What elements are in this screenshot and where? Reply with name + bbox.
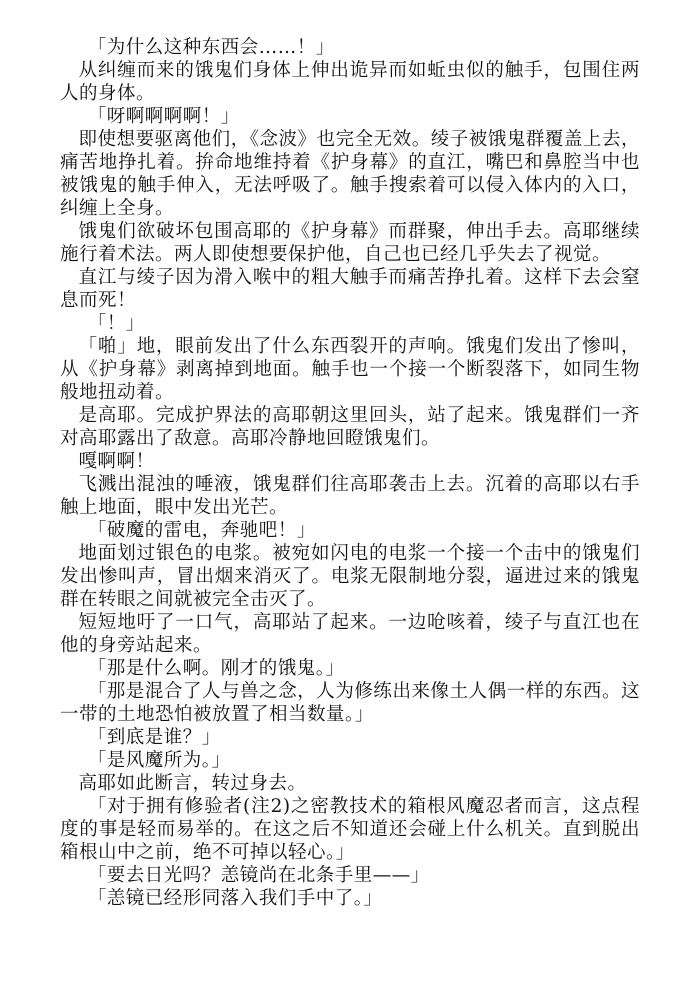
paragraph: 飞溅出混浊的唾液，饿鬼群们往高耶袭击上去。沉着的高耶以右手触上地面，眼中发出光芒。 xyxy=(60,474,640,518)
paragraph: 「要去日光吗？恙镜尚在北条手里——」 xyxy=(87,865,430,886)
paragraph: 「为什么这种东西会……！」 xyxy=(87,37,335,58)
paragraph: 短短地吁了一口气，高耶站了起来。一边呛咳着，绫子与直江也在他的身旁站起来。 xyxy=(60,612,640,656)
paragraph: 地面划过银色的电浆。被宛如闪电的电浆一个接一个击中的饿鬼们发出惨叫声，冒出烟来消灭了。电浆无限制地分裂，逼进过来的饿鬼群在转眼之间就被完全击灭了。 xyxy=(60,543,640,610)
paragraph: 「对于拥有修验者(注2)之密教技术的箱根风魔忍者而言，这点程度的事是轻而易举的。在这之后不知道还会碰上什么机关。直到脱出箱根山中之前，绝不可掉以轻心。」 xyxy=(60,796,640,863)
paragraph: 「恙镜已经形同落入我们手中了。」 xyxy=(87,888,383,909)
paragraph: 「！」 xyxy=(87,313,145,334)
paragraph: 从纠缠而来的饿鬼们身体上伸出诡异而如蚯虫似的触手，包围住两人的身体。 xyxy=(60,60,640,104)
paragraph: 即使想要驱离他们，《念波》也完全无效。绫子被饿鬼群覆盖上去，痛苦地挣扎着。拚命地维持着《护身幕》的直江，嘴巴和鼻腔当中也被饿鬼的触手伸入，无法呼吸了。触手搜索着可以侵入体内的入口，纠缠上全身。 xyxy=(60,129,640,219)
paragraph: 「是风魔所为。」 xyxy=(87,750,231,771)
paragraph: 「呀啊啊啊啊！」 xyxy=(87,106,240,127)
paragraph: 「到底是谁？」 xyxy=(87,727,221,748)
novel-page xyxy=(60,36,640,910)
paragraph: 是高耶。完成护界法的高耶朝这里回头，站了起来。饿鬼群们一齐对高耶露出了敌意。高耶冷静地回瞪饿鬼们。 xyxy=(60,405,640,449)
paragraph: 「那是混合了人与兽之念，人为修练出来像土人偶一样的东西。这一带的土地恐怕被放置了相当数量。」 xyxy=(60,681,640,725)
paragraph: 直江与绫子因为滑入喉中的粗大触手而痛苦挣扎着。这样下去会窒息而死！ xyxy=(60,267,640,311)
paragraph: 饿鬼们欲破坏包围高耶的《护身幕》而群聚，伸出手去。高耶继续施行着术法。两人即使想要保护他，自己也已经几乎失去了视觉。 xyxy=(60,221,640,265)
paragraph: 高耶如此断言，转过身去。 xyxy=(78,773,307,794)
paragraph: 「啪」地，眼前发出了什么东西裂开的声响。饿鬼们发出了惨叫，从《护身幕》剥离掉到地面。触手也一个接一个断裂落下，如同生物般地扭动着。 xyxy=(60,336,640,403)
paragraph: 「那是什么啊。刚才的饿鬼。」 xyxy=(87,658,345,679)
paragraph: 「破魔的雷电，奔驰吧！」 xyxy=(87,520,316,541)
paragraph: 嘎啊啊！ xyxy=(78,451,155,472)
